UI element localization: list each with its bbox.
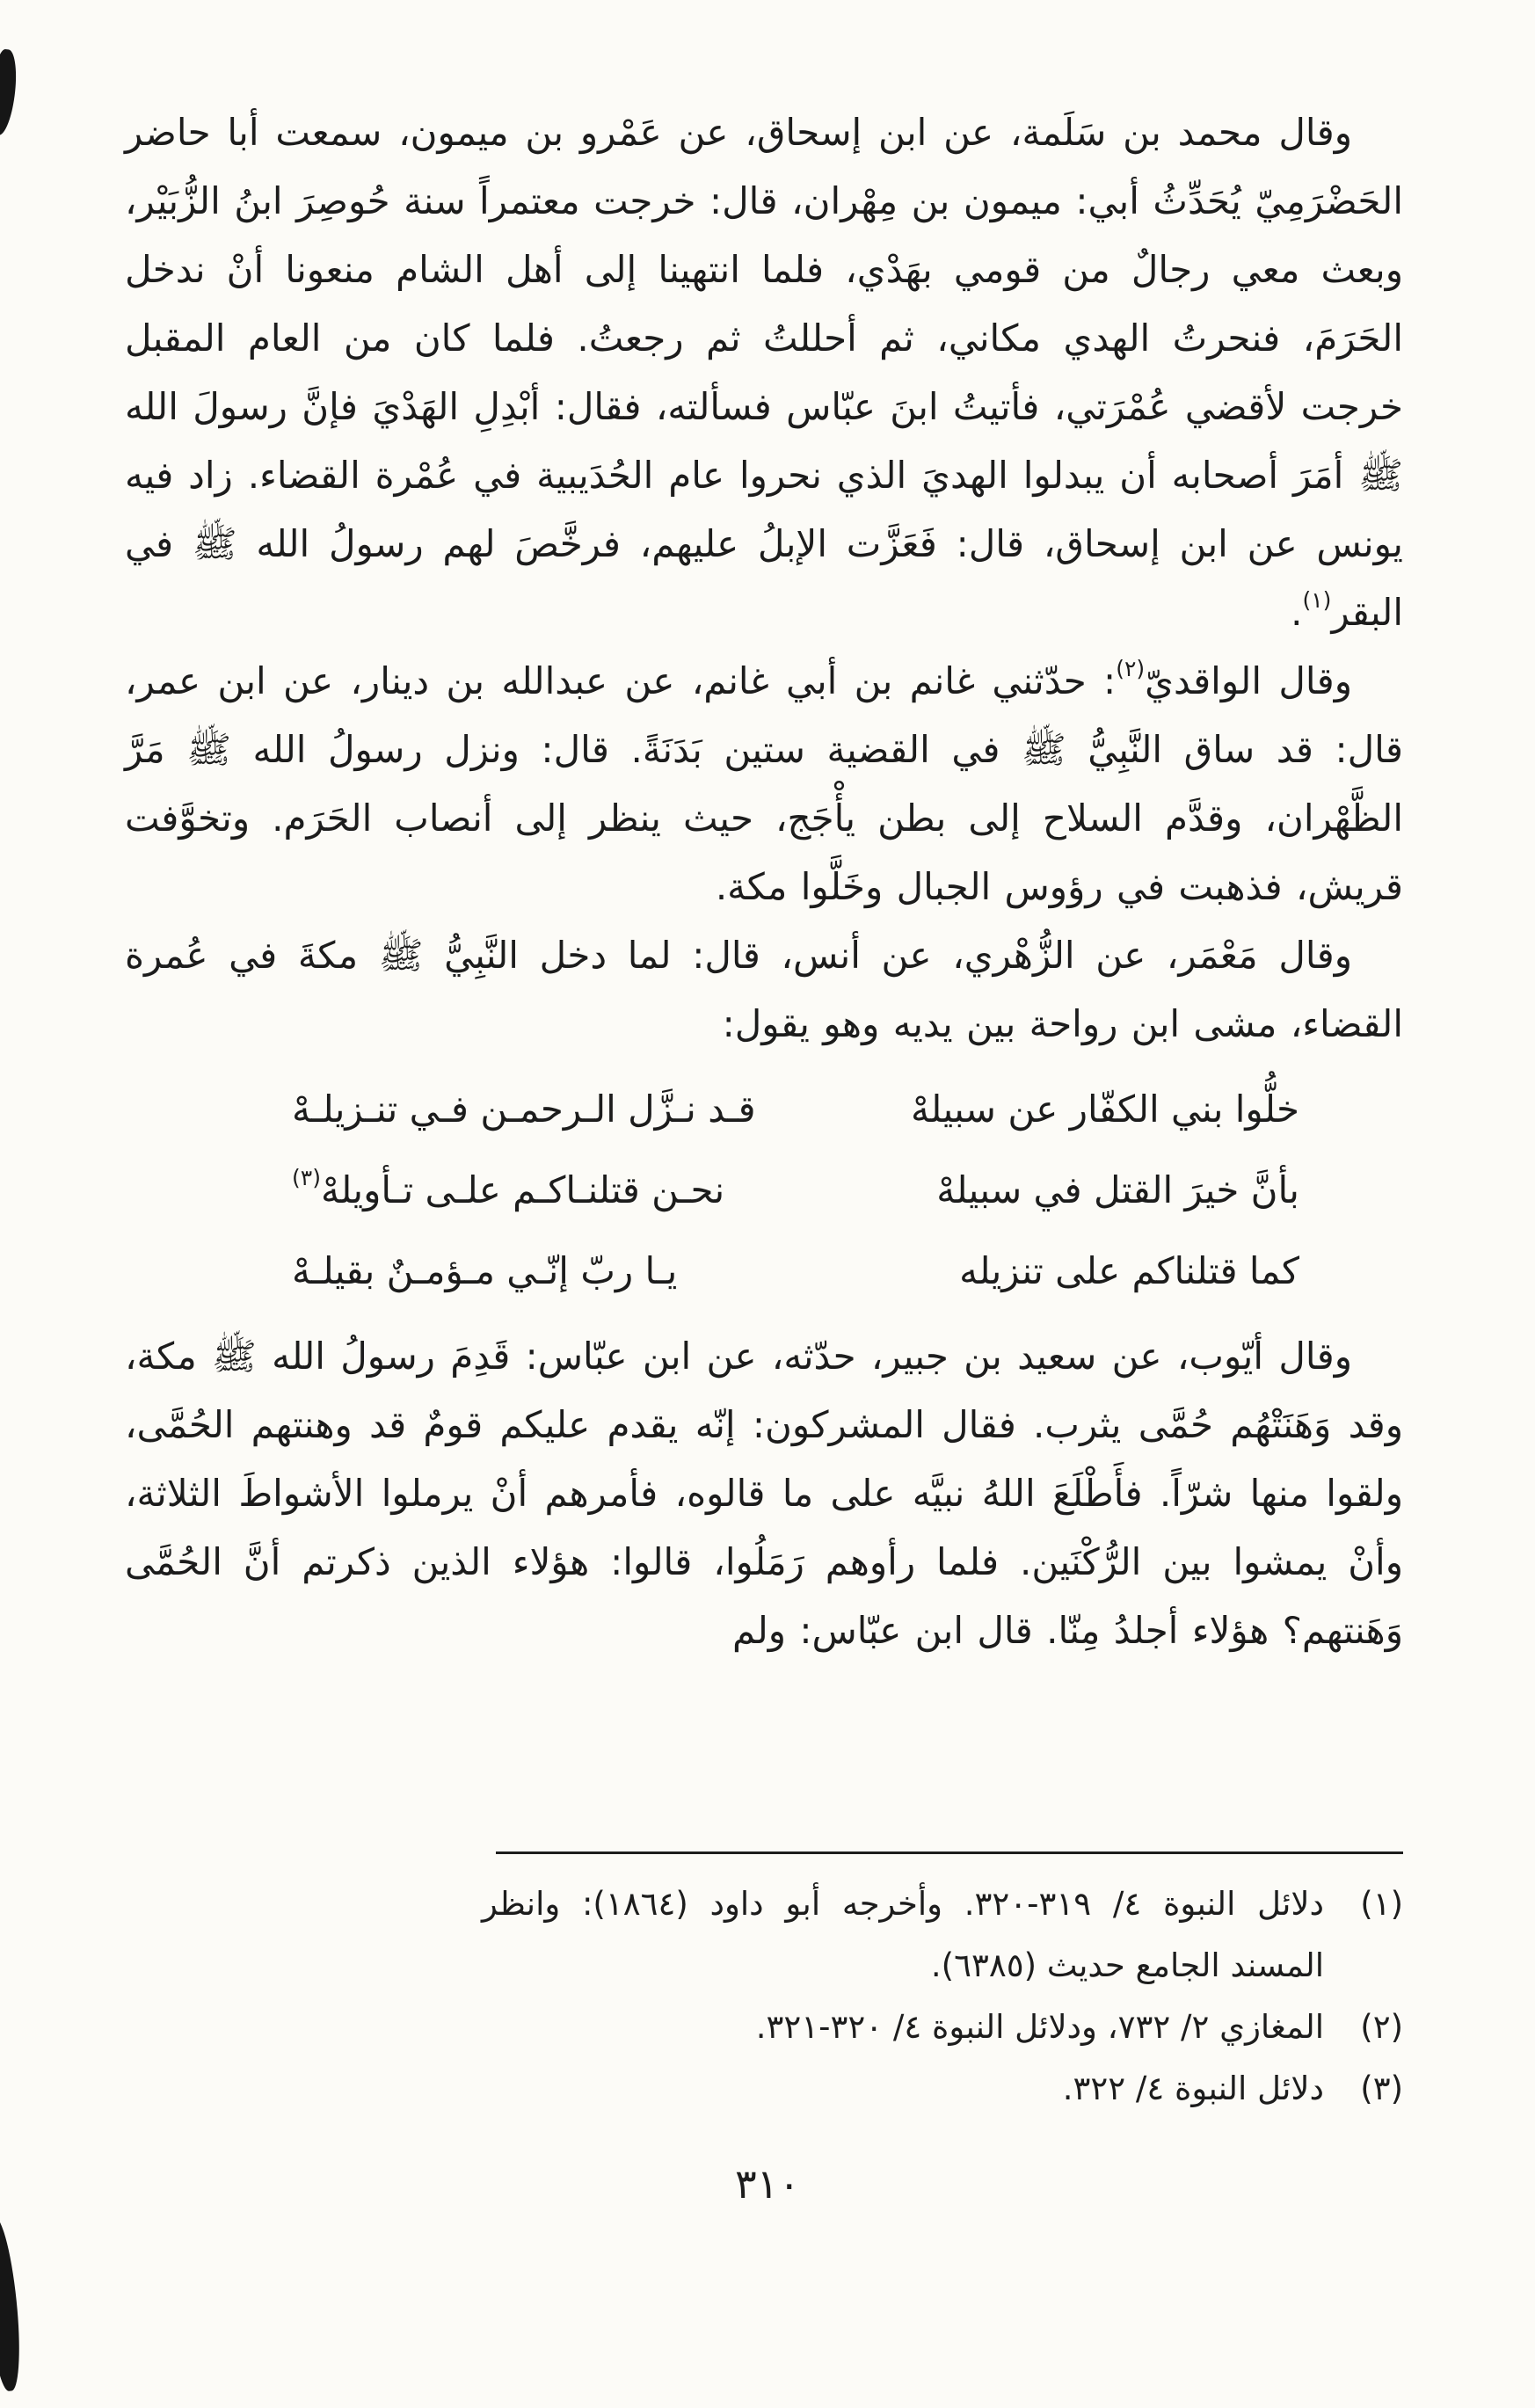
- footnote-text: دلائل النبوة ٤/ ٣١٩-٣٢٠. وأخرجه أبو داود (١٨٦٤): وانظر المسند الجامع حديث (٦٣٨٥).: [482, 1885, 1324, 1984]
- poetry-line-2: [292, 1150, 1299, 1231]
- poetry-block: [292, 1069, 1299, 1312]
- vertical-spacer: [0, 1665, 1535, 1851]
- paragraph-text: وقال أيّوب، عن سعيد بن جبير، حدّثه، عن ابن عبّاس: قَدِمَ رسولُ الله ﷺ مكة، وقد وَهَنَتْهُم حُمَّى يثرب. فقال المشركون: إنّه يقدم عليكم قومٌ قد وهنتهم الحُمَّى، ولقوا منها شرّاً. فأَطْلَعَ اللهُ نبيَّه على ما قالوه، فأمرهم أنْ يرملوا الأشواطَ الثلاثة، وأنْ يمشوا بين الرُّكْنَين. فلما رأوهم رَمَلُوا، قالوا: هؤلاء الذين ذكرتم أنَّ الحُمَّى وَهَنتهم؟ هؤلاء أجلدُ مِنّا. قال ابن عبّاس: ولم: [125, 1335, 1403, 1652]
- footnote-2: [482, 1997, 1403, 2058]
- hemistich-first: بأنَّ خيرَ القتل في سبيلهْ: [936, 1168, 1299, 1211]
- footnote-ref-2: (٢): [1116, 656, 1146, 681]
- footnote-area: [125, 1851, 1403, 2120]
- footnote-ref-1: (١): [1302, 587, 1332, 613]
- paragraph-text: وقال محمد بن سَلَمة، عن ابن إسحاق، عن عَمْرو بن ميمون، سمعت أبا حاضر الحَضْرَمِيّ يُحَدِّثُ أبي: ميمون بن مِهْران، قال: خرجت معتمراً سنة حُوصِرَ ابنُ الزُّبَيْر، وبعث معي رجالٌ من قومي بهَدْي، فلما انتهينا إلى أهل الشام منعونا أنْ ندخل الحَرَمَ، فنحرتُ الهدي مكاني، ثم أحللتُ ثم رجعتُ. فلما كان من العام المقبل خرجت لأقضي عُمْرَتي، فأتيتُ ابنَ عبّاس فسألته، فقال: أبْدِلِ الهَدْيَ فإنَّ رسولَ الله ﷺ أمَرَ أصحابه أن يبدلوا الهديَ الذي نحروا عام الحُدَيبية في عُمْرة القضاء. زاد فيه يونس عن ابن إسحاق، قال: فَعَزَّت الإبلُ عليهم، فرخَّصَ لهم رسولُ الله ﷺ في البقر: [125, 111, 1403, 634]
- hemistich-second: [292, 1150, 724, 1231]
- footnote-3: [482, 2058, 1403, 2120]
- paragraph-muhammad-ibn-salama: [125, 98, 1403, 647]
- hemistich-first: خلُّوا بني الكفّار عن سبيلهْ: [911, 1088, 1299, 1131]
- scan-artifact: [0, 2215, 25, 2392]
- footnote-marker: (١): [1360, 1885, 1403, 1923]
- paragraph-text: .: [1291, 591, 1303, 634]
- footnote-1: [482, 1873, 1403, 1997]
- footnote-marker: (٣): [1360, 2070, 1403, 2107]
- scan-artifact: [0, 48, 19, 136]
- footnote-text: دلائل النبوة ٤/ ٣٢٢.: [1062, 2070, 1324, 2107]
- hemistich-second: يـا ربّ إنّـي مـؤمـنٌ بقيلـهْ: [292, 1249, 678, 1292]
- poetry-line-3: [292, 1231, 1299, 1312]
- page-number: ٣١٠: [734, 2160, 801, 2208]
- paragraph-text: وقال الواقديّ: [1145, 659, 1352, 702]
- footnote-marker: (٢): [1360, 2008, 1403, 2046]
- footnote-ref-3: (٣): [292, 1165, 321, 1190]
- paragraph-al-waqidi: [125, 647, 1403, 921]
- paragraph-text: وقال مَعْمَر، عن الزُّهْري، عن أنس، قال: لما دخل النَّبِيُّ ﷺ مكةَ في عُمرة القضاء، مشى ابن رواحة بين يديه وهو يقول:: [125, 934, 1403, 1045]
- hemistich-second: قـد نـزَّل الـرحمـن فـي تنـزيلـهْ: [292, 1088, 756, 1131]
- hemistich-text: نحـن قتلنـاكـم علـى تـأويلهْ: [320, 1168, 725, 1211]
- footnote-text: المغازي ٢/ ٧٣٢، ودلائل النبوة ٤/ ٣٢٠-٣٢١.: [755, 2008, 1324, 2046]
- hemistich-first: كما قتلناكم على تنزيله: [959, 1249, 1299, 1292]
- paragraph-text: : حدّثني غانم بن أبي غانم، عن عبدالله بن دينار، عن ابن عمر، قال: قد ساق النَّبِيُّ ﷺ في القضية ستين بَدَنَةً. قال: ونزل رسولُ الله ﷺ مَرَّ الظَّهْران، وقدَّم السلاح إلى بطن يأْجَج، حيث ينظر إلى أنصاب الحَرَم. وتخوَّفت قريش، فذهبت في رؤوس الجبال وخَلَّوا مكة.: [125, 659, 1403, 908]
- poetry-line-1: [292, 1069, 1299, 1150]
- footnote-separator-rule: [496, 1851, 1403, 1854]
- main-text-block: [125, 98, 1403, 1665]
- paragraph-ayyub-ibn-abbas: [125, 1322, 1403, 1665]
- footnotes-list: [482, 1873, 1403, 2120]
- paragraph-mamar-zuhri: [125, 921, 1403, 1059]
